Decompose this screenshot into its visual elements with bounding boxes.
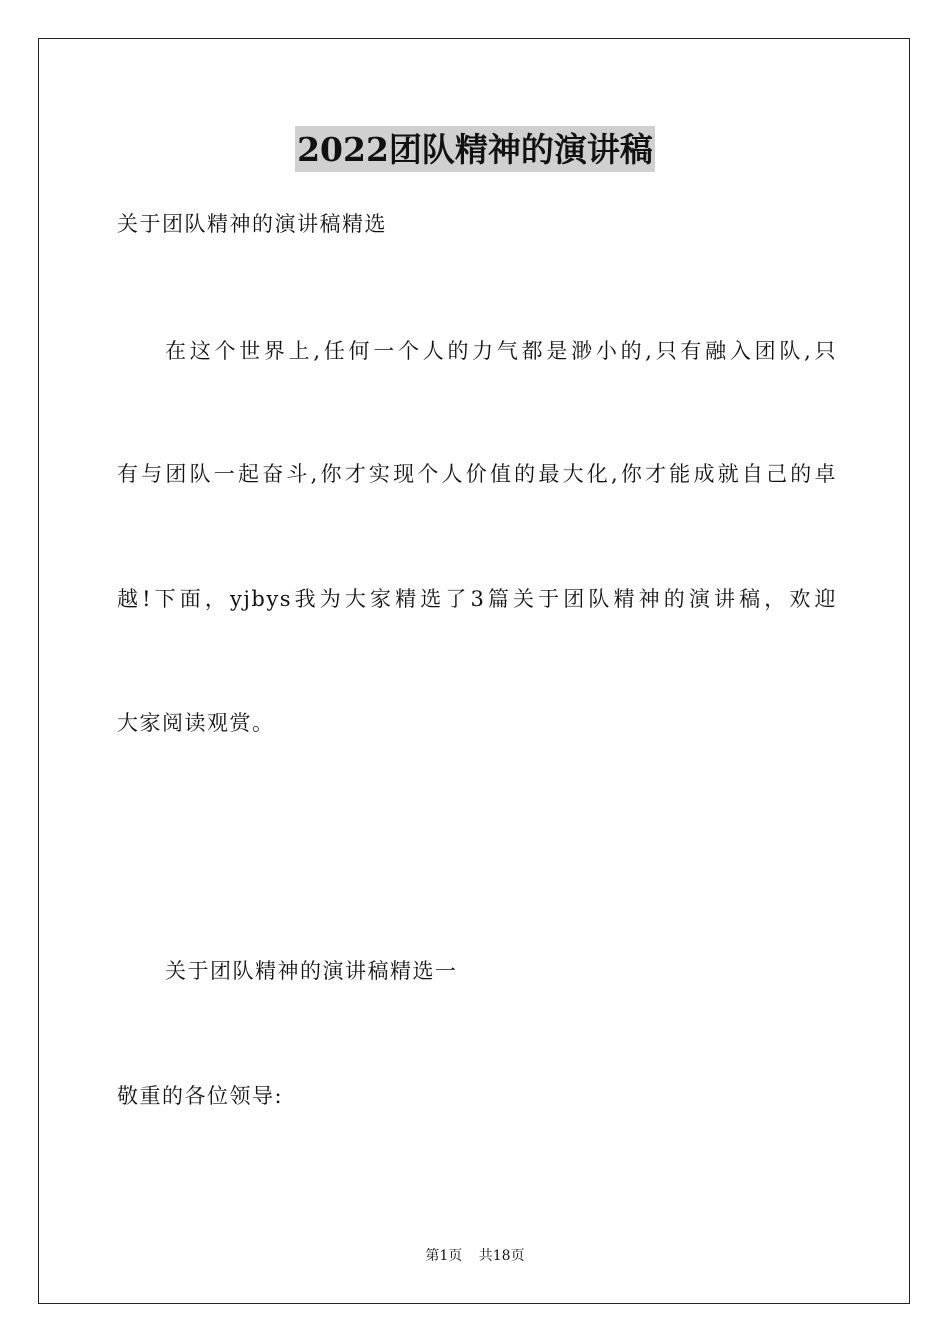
page-number-current: 第1页 xyxy=(425,1248,463,1264)
salutation-line: 敬重的各位领导: xyxy=(117,1084,284,1108)
paragraph-line-3: 越!下面，yjbys我为大家精选了3篇关于团队精神的演讲稿，欢迎 xyxy=(117,587,837,611)
paragraph-line-1: 在这个世界上,任何一个人的力气都是渺小的,只有融入团队,只 xyxy=(165,339,837,363)
paragraph-line-4: 大家阅读观赏。 xyxy=(117,711,275,735)
page-footer xyxy=(0,1246,950,1266)
paragraph-line-2: 有与团队一起奋斗,你才实现个人价值的最大化,你才能成就自己的卓 xyxy=(117,462,837,486)
page-number-total: 共18页 xyxy=(478,1248,525,1264)
document-title: 2022团队精神的演讲稿 xyxy=(295,126,655,172)
title-container xyxy=(0,126,950,172)
subtitle-line: 关于团队精神的演讲稿精选 xyxy=(117,212,387,236)
section-heading: 关于团队精神的演讲稿精选一 xyxy=(165,959,458,983)
